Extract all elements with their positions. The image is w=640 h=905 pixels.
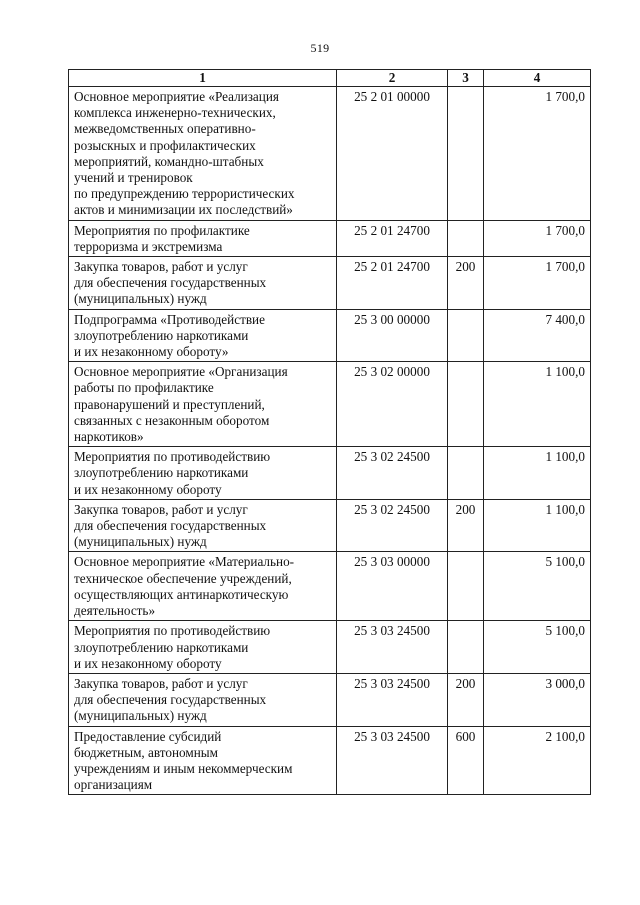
row-code: 25 3 03 24500 [337,673,448,726]
row-code: 25 3 03 24500 [337,621,448,674]
table-header-row [69,70,591,87]
table-row [69,621,591,674]
row-name: Подпрограмма «Противодействие злоупотреблению наркотиками и их незаконному обороту» [69,309,337,362]
table-body [69,87,591,795]
row-code: 25 3 02 24500 [337,447,448,500]
row-amount: 1 700,0 [484,87,591,221]
row-code: 25 2 01 24700 [337,257,448,310]
row-amount: 5 100,0 [484,621,591,674]
row-amount: 1 100,0 [484,499,591,552]
row-expense-type: 600 [448,726,484,795]
row-code: 25 3 02 00000 [337,362,448,447]
table-row [69,552,591,621]
row-amount: 3 000,0 [484,673,591,726]
table-row [69,673,591,726]
row-code: 25 3 02 24500 [337,499,448,552]
row-code: 25 2 01 24700 [337,220,448,256]
row-amount: 1 700,0 [484,220,591,256]
row-expense-type: 200 [448,499,484,552]
row-expense-type [448,220,484,256]
header-col-3: 3 [448,70,484,87]
row-amount: 1 100,0 [484,362,591,447]
row-code: 25 3 00 00000 [337,309,448,362]
table-row [69,447,591,500]
row-expense-type [448,552,484,621]
row-name: Мероприятия по профилактике терроризма и экстремизма [69,220,337,256]
row-amount: 1 700,0 [484,257,591,310]
table-row [69,726,591,795]
table-row [69,362,591,447]
row-name: Закупка товаров, работ и услуг для обеспечения государственных (муниципальных) нужд [69,673,337,726]
row-expense-type: 200 [448,257,484,310]
header-col-4: 4 [484,70,591,87]
row-name: Основное мероприятие «Реализация комплекса инженерно-технических, межведомственных оперативно- розыскных и профилактических мероприятий, командно-штабных учений и тренировок по предупреждению террористических актов и минимизации их последствий» [69,87,337,221]
row-code: 25 3 03 24500 [337,726,448,795]
table-header [69,70,591,87]
row-code: 25 3 03 00000 [337,552,448,621]
header-col-1: 1 [69,70,337,87]
page-number: 519 [310,41,330,55]
row-code: 25 2 01 00000 [337,87,448,221]
row-name: Закупка товаров, работ и услуг для обеспечения государственных (муниципальных) нужд [69,257,337,310]
row-name: Мероприятия по противодействию злоупотреблению наркотиками и их незаконному обороту [69,621,337,674]
row-expense-type [448,309,484,362]
row-name: Основное мероприятие «Материально- техническое обеспечение учреждений, осуществляющих антинаркотическую деятельность» [69,552,337,621]
budget-table [68,69,591,795]
table-row [69,309,591,362]
table-row [69,220,591,256]
row-expense-type: 200 [448,673,484,726]
row-name: Предоставление субсидий бюджетным, автономным учреждениям и иным некоммерческим организациям [69,726,337,795]
row-expense-type [448,87,484,221]
table-row [69,87,591,221]
row-amount: 5 100,0 [484,552,591,621]
row-amount: 2 100,0 [484,726,591,795]
row-expense-type [448,621,484,674]
row-expense-type [448,447,484,500]
row-name: Основное мероприятие «Организация работы по профилактике правонарушений и преступлений, связанных с незаконным оборотом наркотиков» [69,362,337,447]
row-name: Мероприятия по противодействию злоупотреблению наркотиками и их незаконному обороту [69,447,337,500]
row-amount: 1 100,0 [484,447,591,500]
table-row [69,257,591,310]
row-amount: 7 400,0 [484,309,591,362]
header-col-2: 2 [337,70,448,87]
table-row [69,499,591,552]
row-name: Закупка товаров, работ и услуг для обеспечения государственных (муниципальных) нужд [69,499,337,552]
row-expense-type [448,362,484,447]
